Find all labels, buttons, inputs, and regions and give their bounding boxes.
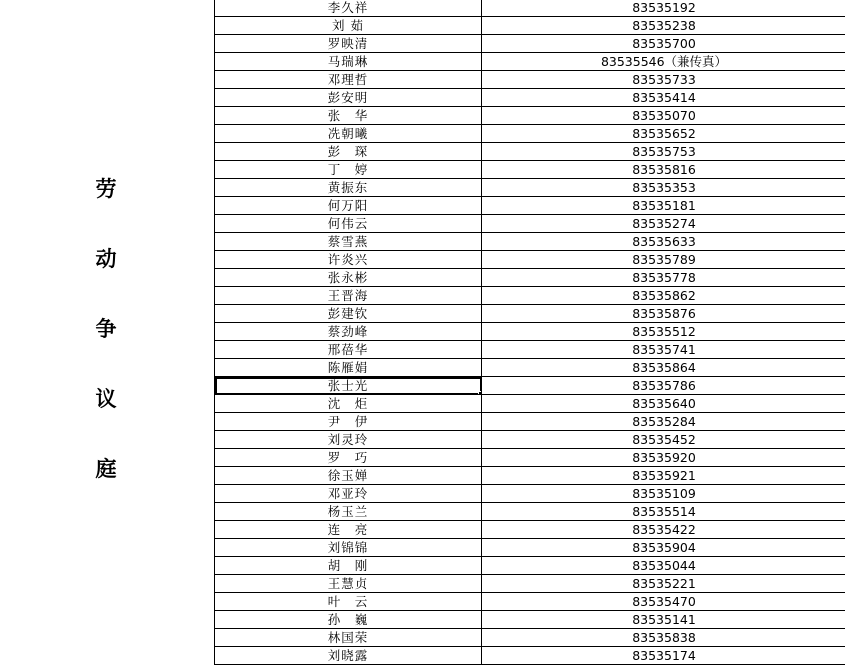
table-row	[215, 125, 845, 143]
table-row	[215, 431, 845, 449]
phone-cell[interactable]: 83535044	[482, 557, 845, 575]
phone-cell[interactable]: 83535514	[482, 503, 845, 521]
phone-cell[interactable]: 83535274	[482, 215, 845, 233]
name-cell[interactable]: 刘锦锦	[215, 539, 482, 557]
table-row	[215, 413, 845, 431]
name-cell[interactable]: 邢蓓华	[215, 341, 482, 359]
table-row	[215, 503, 845, 521]
name-cell[interactable]: 徐玉婵	[215, 467, 482, 485]
table-row	[215, 179, 845, 197]
phone-cell[interactable]: 83535652	[482, 125, 845, 143]
phone-cell[interactable]: 83535452	[482, 431, 845, 449]
table-row	[215, 647, 845, 665]
phone-cell[interactable]: 83535546（兼传真）	[482, 53, 845, 71]
phone-cell[interactable]: 83535414	[482, 89, 845, 107]
phone-cell[interactable]: 83535700	[482, 35, 845, 53]
name-cell[interactable]: 丁 婷	[215, 161, 482, 179]
section-label-char: 庭	[95, 456, 117, 481]
name-cell[interactable]: 刘 茹	[215, 17, 482, 35]
table-row	[215, 107, 845, 125]
phone-cell[interactable]: 83535864	[482, 359, 845, 377]
table-row	[215, 377, 845, 395]
table-row	[215, 521, 845, 539]
name-cell[interactable]: 冼朝曦	[215, 125, 482, 143]
table-row	[215, 359, 845, 377]
table-row	[215, 215, 845, 233]
name-cell[interactable]: 叶 云	[215, 593, 482, 611]
phone-cell[interactable]: 83535353	[482, 179, 845, 197]
name-cell[interactable]: 蔡雪燕	[215, 233, 482, 251]
phone-cell[interactable]: 83535640	[482, 395, 845, 413]
phone-cell[interactable]: 83535789	[482, 251, 845, 269]
table-row	[215, 395, 845, 413]
name-cell[interactable]: 尹 伊	[215, 413, 482, 431]
table-row	[215, 341, 845, 359]
phone-cell[interactable]: 83535816	[482, 161, 845, 179]
phone-cell[interactable]: 83535733	[482, 71, 845, 89]
table-row	[215, 575, 845, 593]
name-cell[interactable]: 罗 巧	[215, 449, 482, 467]
name-cell[interactable]: 张永彬	[215, 269, 482, 287]
table-row	[215, 71, 845, 89]
phone-cell[interactable]: 83535633	[482, 233, 845, 251]
phone-cell[interactable]: 83535778	[482, 269, 845, 287]
phone-cell[interactable]: 83535174	[482, 647, 845, 665]
name-cell[interactable]: 林国荣	[215, 629, 482, 647]
table-row	[215, 287, 845, 305]
table-row	[215, 449, 845, 467]
name-cell[interactable]: 马瑞琳	[215, 53, 482, 71]
phone-cell[interactable]: 83535141	[482, 611, 845, 629]
name-cell[interactable]: 孙 巍	[215, 611, 482, 629]
name-cell[interactable]: 连 亮	[215, 521, 482, 539]
phone-cell[interactable]: 83535109	[482, 485, 845, 503]
name-cell[interactable]: 李久祥	[215, 0, 482, 17]
name-cell[interactable]: 彭建钦	[215, 305, 482, 323]
table-row	[215, 467, 845, 485]
phone-cell[interactable]: 83535921	[482, 467, 845, 485]
contact-table	[214, 0, 845, 665]
name-cell[interactable]: 彭 琛	[215, 143, 482, 161]
phone-cell[interactable]: 83535512	[482, 323, 845, 341]
table-row	[215, 557, 845, 575]
table-row	[215, 233, 845, 251]
name-cell[interactable]: 沈 炬	[215, 395, 482, 413]
name-cell[interactable]: 张 华	[215, 107, 482, 125]
section-label-column[interactable]	[0, 0, 214, 665]
phone-cell[interactable]: 83535238	[482, 17, 845, 35]
table-row	[215, 629, 845, 647]
table-row	[215, 611, 845, 629]
section-label-char: 议	[95, 386, 117, 411]
phone-cell[interactable]: 83535192	[482, 0, 845, 17]
phone-cell[interactable]: 83535876	[482, 305, 845, 323]
name-cell[interactable]: 蔡劲峰	[215, 323, 482, 341]
phone-cell[interactable]: 83535862	[482, 287, 845, 305]
table-row	[215, 269, 845, 287]
fill-handle[interactable]	[478, 391, 482, 395]
name-cell[interactable]: 何伟云	[215, 215, 482, 233]
name-cell[interactable]: 刘晓露	[215, 647, 482, 665]
name-cell[interactable]: 王慧贞	[215, 575, 482, 593]
phone-cell[interactable]: 83535838	[482, 629, 845, 647]
table-row	[215, 539, 845, 557]
name-cell[interactable]: 罗映清	[215, 35, 482, 53]
phone-cell[interactable]: 83535904	[482, 539, 845, 557]
name-cell[interactable]: 黄振东	[215, 179, 482, 197]
phone-cell[interactable]: 83535422	[482, 521, 845, 539]
table-row	[215, 17, 845, 35]
section-label-char: 劳	[95, 176, 117, 201]
table-row	[215, 53, 845, 71]
name-cell[interactable]: 许炎兴	[215, 251, 482, 269]
phone-cell[interactable]: 83535221	[482, 575, 845, 593]
phone-cell[interactable]: 83535070	[482, 107, 845, 125]
table-row	[215, 323, 845, 341]
table-row	[215, 197, 845, 215]
name-cell[interactable]: 杨玉兰	[215, 503, 482, 521]
phone-cell[interactable]: 83535920	[482, 449, 845, 467]
phone-cell[interactable]: 83535786	[482, 377, 845, 395]
name-cell[interactable]: 刘灵玲	[215, 431, 482, 449]
table-row	[215, 305, 845, 323]
table-row	[215, 161, 845, 179]
name-cell[interactable]: 胡 刚	[215, 557, 482, 575]
phone-cell[interactable]: 83535470	[482, 593, 845, 611]
phone-cell[interactable]: 83535284	[482, 413, 845, 431]
selected-name-cell[interactable]: 张士光	[215, 377, 482, 395]
name-cell[interactable]: 王晋海	[215, 287, 482, 305]
phone-cell[interactable]: 83535181	[482, 197, 845, 215]
table-row	[215, 143, 845, 161]
name-cell[interactable]: 邓亚玲	[215, 485, 482, 503]
table-row	[215, 485, 845, 503]
name-cell[interactable]: 陈雁娟	[215, 359, 482, 377]
name-cell[interactable]: 何万阳	[215, 197, 482, 215]
section-label-char: 争	[95, 316, 117, 341]
table-row	[215, 251, 845, 269]
section-label-char: 动	[95, 246, 117, 271]
table-row	[215, 0, 845, 17]
phone-cell[interactable]: 83535753	[482, 143, 845, 161]
phone-cell[interactable]: 83535741	[482, 341, 845, 359]
table-row	[215, 89, 845, 107]
name-cell[interactable]: 彭安明	[215, 89, 482, 107]
table-row	[215, 593, 845, 611]
name-cell[interactable]: 邓理哲	[215, 71, 482, 89]
table-row	[215, 35, 845, 53]
